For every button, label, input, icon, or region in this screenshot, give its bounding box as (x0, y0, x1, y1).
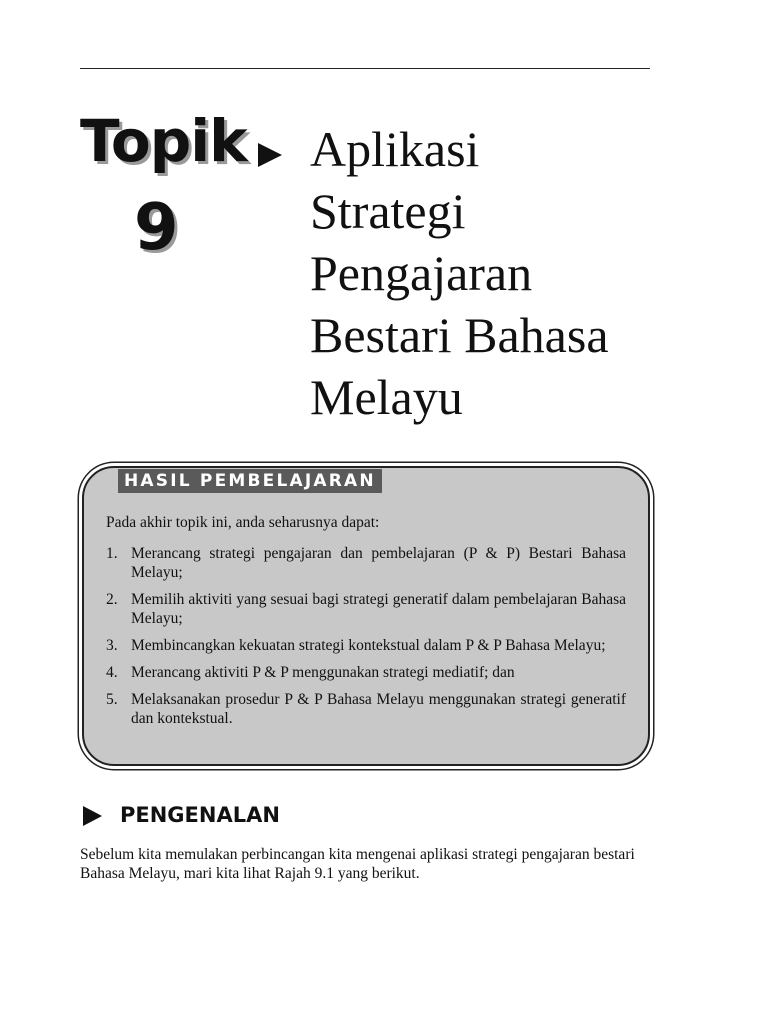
list-item (106, 544, 626, 582)
list-item (106, 663, 626, 682)
learning-outcomes-intro: Pada akhir topik ini, anda seharusnya dapat: (106, 514, 380, 531)
list-item (106, 590, 626, 628)
chapter-title-line: Aplikasi (310, 121, 480, 177)
section-heading: PENGENALAN (120, 803, 280, 827)
list-item-number: 2. (106, 591, 118, 608)
intro-paragraph: Sebelum kita memulakan perbincangan kita mengenai aplikasi strategi pengajaran bestari Bahasa Melayu, mari kita lihat Rajah 9.1 yang berikut. (80, 846, 635, 882)
triangle-right-icon (258, 143, 282, 167)
chapter-title (310, 118, 660, 428)
topic-number: 9 (134, 191, 179, 265)
chapter-title-line: Pengajaran (310, 245, 533, 301)
triangle-right-icon (83, 806, 102, 826)
chapter-title-line: Strategi (310, 183, 466, 239)
topic-label: Topik (80, 107, 247, 175)
list-item-text: Membincangkan kekuatan strategi kontekstual dalam P & P Bahasa Melayu; (131, 637, 606, 654)
learning-outcomes-label: HASIL PEMBELAJARAN (118, 469, 382, 493)
chapter-title-line: Bestari Bahasa (310, 307, 609, 363)
chapter-title-line: Melayu (310, 369, 463, 425)
list-item (106, 636, 626, 655)
list-item-number: 4. (106, 664, 118, 681)
list-item (106, 690, 626, 728)
list-item-number: 1. (106, 545, 118, 562)
list-item-text: Merancang strategi pengajaran dan pembelajaran (P & P) Bestari Bahasa Melayu; (131, 545, 626, 581)
learning-outcomes-list (106, 544, 626, 736)
list-item-text: Memilih aktiviti yang sesuai bagi strategi generatif dalam pembelajaran Bahasa Melayu; (131, 591, 626, 627)
list-item-text: Merancang aktiviti P & P menggunakan strategi mediatif; dan (131, 664, 515, 681)
list-item-number: 5. (106, 691, 118, 708)
list-item-text: Melaksanakan prosedur P & P Bahasa Melayu menggunakan strategi generatif dan kontekstual. (131, 691, 626, 727)
list-item-number: 3. (106, 637, 118, 654)
header-rule (80, 68, 650, 69)
